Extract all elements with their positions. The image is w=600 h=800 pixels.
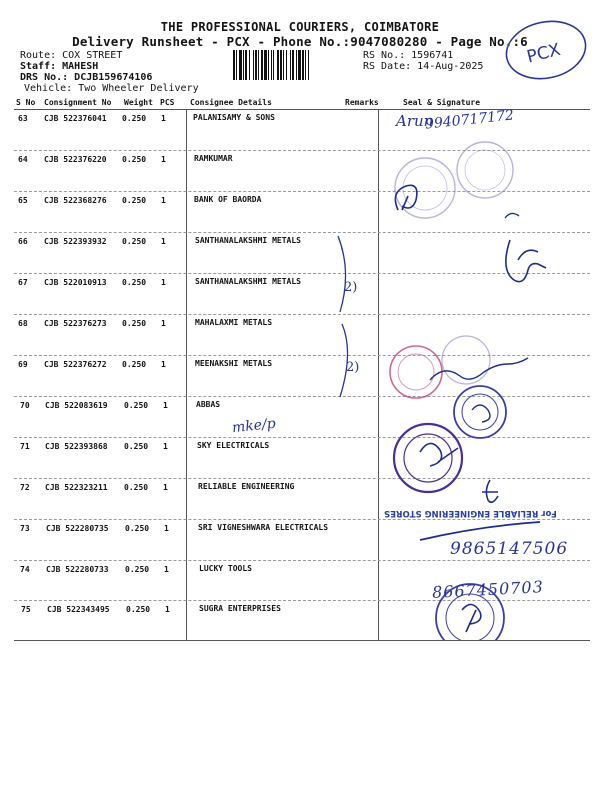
row-consignee: SANTHANALAKSHMI METALS: [195, 236, 301, 245]
row-consignee: SANTHANALAKSHMI METALS: [195, 277, 301, 286]
staff-label: Staff: MAHESH: [20, 61, 99, 72]
row-weight: 0.250: [124, 401, 149, 410]
rs-number: RS No.: 1596741: [363, 50, 454, 61]
row63-phone: 9940717172: [424, 107, 515, 133]
row-pcs: 1: [163, 401, 168, 410]
row-weight: 0.250: [125, 524, 150, 533]
pcx-circle-mark-icon: [500, 14, 595, 84]
row-consignee: RELIABLE ENGINEERING: [198, 482, 295, 491]
col-consignee-header: Consignee Details: [190, 98, 272, 107]
barcode-bar: [292, 50, 294, 80]
table-bottom-border: [14, 640, 590, 641]
barcode-bar: [245, 50, 247, 80]
row-consignment: CJB 522376041: [44, 114, 107, 123]
reliable-stamp-text: For RELIABLE ENGINEERING STORES: [384, 508, 557, 518]
barcode-bar: [239, 50, 242, 80]
row-consignee: SKY ELECTRICALS: [197, 441, 270, 450]
barcode-bar: [308, 50, 309, 80]
row70-note: mke/p: [231, 415, 277, 437]
remark-66-67: 2): [344, 280, 358, 295]
barcode-bar: [296, 50, 297, 80]
row73-phone: 9865147506: [450, 539, 569, 559]
row-weight: 0.250: [126, 605, 151, 614]
row-weight: 0.250: [125, 565, 150, 574]
row-consignment: CJB 522280733: [46, 565, 109, 574]
row-consignment: CJB 522393932: [44, 237, 107, 246]
row-sno: 68: [18, 319, 28, 328]
row-sno: 74: [20, 565, 30, 574]
col-remarks-header: Remarks: [345, 98, 379, 107]
row-consignee: SUGRA ENTERPRISES: [199, 604, 281, 613]
row-sno: 72: [20, 483, 30, 492]
row-sno: 69: [18, 360, 28, 369]
row-consignee: MAHALAXMI METALS: [195, 318, 273, 327]
col-consignment-header: Consignment No: [44, 98, 112, 107]
row-weight: 0.250: [122, 360, 147, 369]
row-sno: 67: [18, 278, 28, 287]
corner-mark-text: PCX: [524, 39, 563, 68]
row-sno: 66: [18, 237, 28, 246]
barcode-bar: [261, 50, 263, 80]
row-consignee: RAMKUMAR: [194, 154, 233, 163]
row-pcs: 1: [161, 114, 166, 123]
barcode-bar: [271, 50, 272, 80]
row-pcs: 1: [161, 237, 166, 246]
row-pcs: 1: [163, 442, 168, 451]
row-weight: 0.250: [122, 319, 147, 328]
runsheet-title: THE PROFESSIONAL COURIERS, COIMBATORE: [160, 20, 440, 34]
row-consignee: MEENAKSHI METALS: [195, 359, 273, 368]
barcode-bar: [302, 50, 304, 80]
barcode-bar: [243, 50, 244, 80]
row-consignment: CJB 522280735: [46, 524, 109, 533]
row-pcs: 1: [161, 196, 166, 205]
row-consignment: CJB 522368276: [44, 196, 107, 205]
row-weight: 0.250: [124, 442, 149, 451]
row-sno: 65: [18, 196, 28, 205]
row-pcs: 1: [165, 605, 170, 614]
row-consignee: ABBAS: [196, 400, 221, 409]
row-weight: 0.250: [122, 114, 147, 123]
row-sno: 75: [21, 605, 31, 614]
barcode-bar: [277, 50, 279, 80]
row-pcs: 1: [161, 360, 166, 369]
row-sno: 70: [20, 401, 30, 410]
barcode-bar: [283, 50, 284, 80]
barcode-bar: [280, 50, 282, 80]
row-consignment: CJB 522376272: [44, 360, 107, 369]
row-consignment: CJB 522323211: [45, 483, 108, 492]
drs-number: DRS No.: DCJB159674106: [20, 72, 153, 83]
row63-signature: Arun: [396, 112, 434, 130]
col-weight-header: Weight: [124, 98, 153, 107]
col-seal-header: Seal & Signature: [403, 98, 481, 107]
rs-date: RS Date: 14-Aug-2025: [363, 61, 484, 72]
runsheet-subtitle: Delivery Runsheet - PCX - Phone No.:9047080280 - Page No.:6: [72, 34, 528, 49]
row-pcs: 1: [163, 483, 168, 492]
row74-phone: 8667450703: [431, 577, 545, 602]
row-weight: 0.250: [122, 155, 147, 164]
col-pcs-header: PCS: [160, 98, 175, 107]
barcode-bar: [286, 50, 287, 80]
barcode-bar: [236, 50, 237, 80]
row-consignee: SRI VIGNESHWARA ELECTRICALS: [198, 523, 329, 532]
row-sno: 73: [20, 524, 30, 533]
row-pcs: 1: [161, 319, 166, 328]
row-pcs: 1: [164, 524, 169, 533]
barcode-bar: [255, 50, 257, 80]
row-pcs: 1: [161, 155, 166, 164]
row-consignment: CJB 522376220: [44, 155, 107, 164]
row-weight: 0.250: [124, 483, 149, 492]
barcode-bar: [305, 50, 306, 80]
barcode-icon: [233, 50, 359, 80]
barcode-bar: [249, 50, 250, 80]
row-sno: 63: [18, 114, 28, 123]
barcode-bar: [273, 50, 274, 80]
barcode-bar: [268, 50, 269, 80]
row-consignee: LUCKY TOOLS: [199, 564, 252, 573]
row-consignment: CJB 522343495: [47, 605, 110, 614]
row-consignment: CJB 522083619: [45, 401, 108, 410]
barcode-bar: [264, 50, 267, 80]
row-sno: 64: [18, 155, 28, 164]
row-sno: 71: [20, 442, 30, 451]
col-sno-header: S No: [16, 98, 36, 107]
row-consignment: CJB 522010913: [44, 278, 107, 287]
row-weight: 0.250: [122, 278, 147, 287]
barcode-bar: [258, 50, 259, 80]
route-label: Route: COX STREET: [20, 50, 123, 61]
row-weight: 0.250: [122, 237, 147, 246]
barcode-bar: [253, 50, 254, 80]
vehicle-label: Vehicle: Two Wheeler Delivery: [24, 83, 199, 94]
stamps-and-signatures-icon: [380, 140, 600, 640]
remark-68-69: 2): [346, 360, 360, 375]
remarks-bracket-icon: [330, 232, 380, 402]
row-weight: 0.250: [122, 196, 147, 205]
barcode-bar: [298, 50, 301, 80]
row-pcs: 1: [164, 565, 169, 574]
barcode-bar: [290, 50, 291, 80]
row-consignment: CJB 522393868: [45, 442, 108, 451]
barcode-bar: [233, 50, 235, 80]
row-consignee: BANK OF BAORDA: [194, 195, 262, 204]
row-pcs: 1: [161, 278, 166, 287]
row-consignment: CJB 522376273: [44, 319, 107, 328]
row-consignee: PALANISAMY & SONS: [193, 113, 275, 122]
